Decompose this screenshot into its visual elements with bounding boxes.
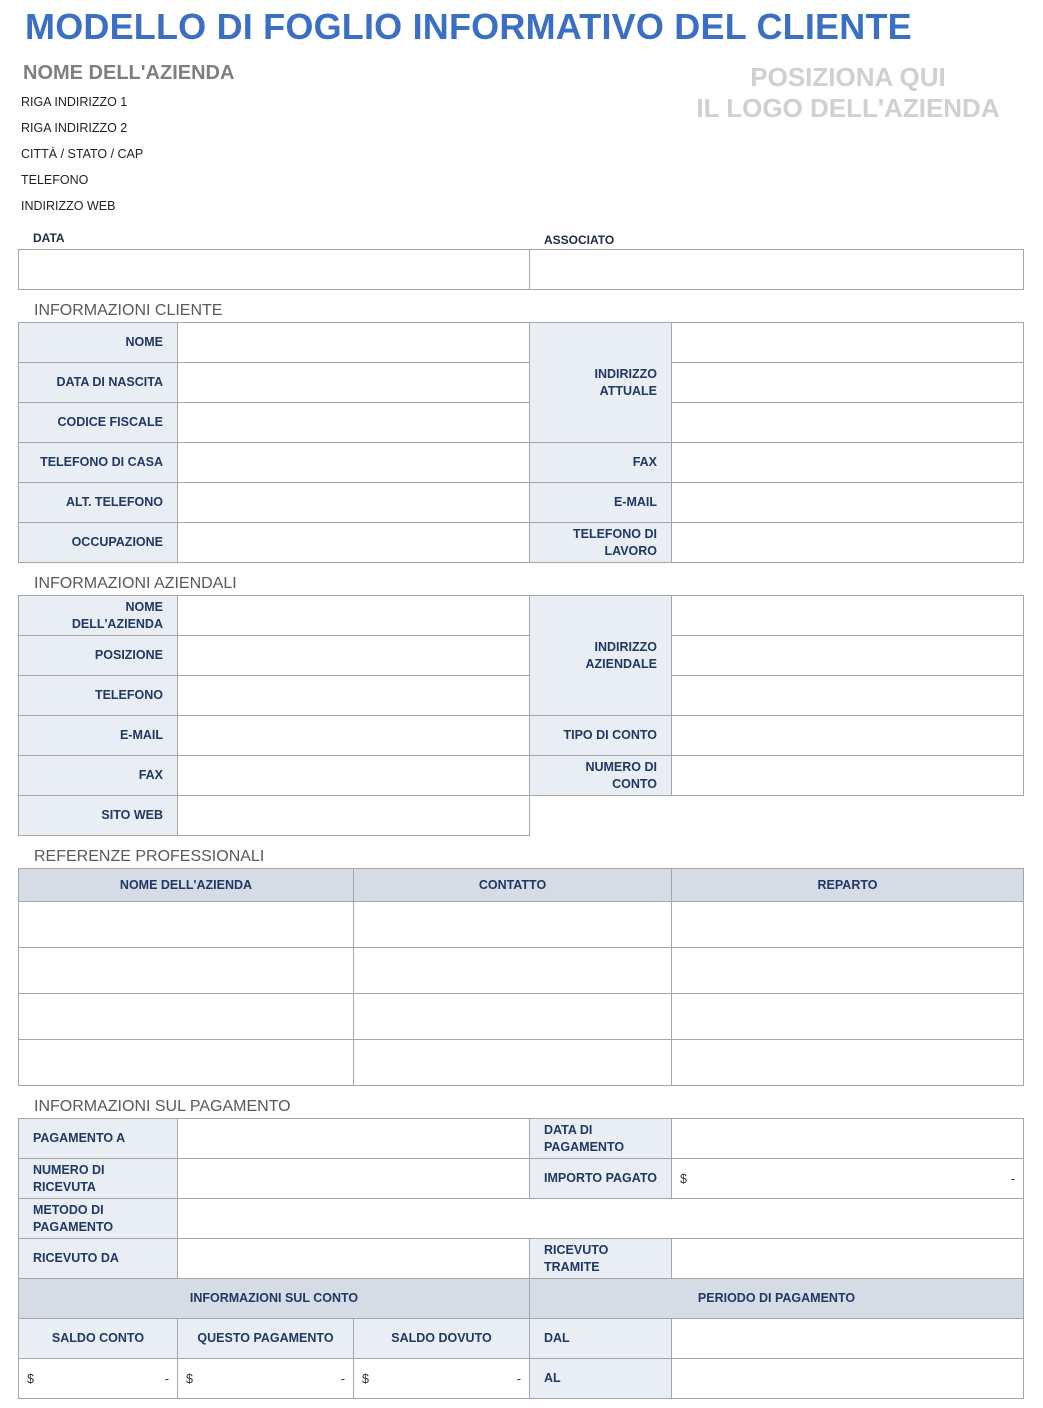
city-state-zip: CITTÀ / STATO / CAP	[21, 147, 144, 161]
business-phone-field[interactable]	[177, 675, 530, 716]
account-type-field[interactable]	[671, 715, 1024, 756]
received-via-field[interactable]	[671, 1238, 1024, 1279]
alt-phone-field[interactable]	[177, 482, 530, 523]
tax-code-label: CODICE FISCALE	[18, 402, 178, 443]
home-phone-field[interactable]	[177, 442, 530, 483]
reference-department-cell[interactable]	[671, 993, 1024, 1040]
this-payment-field[interactable]	[177, 1358, 354, 1399]
current-address-field-2[interactable]	[671, 362, 1024, 403]
period-from-label: DAL	[529, 1318, 672, 1359]
period-to-label: AL	[529, 1358, 672, 1399]
company-name: NOME DELL'AZIENDA	[23, 62, 235, 84]
date-label: DATA	[33, 231, 65, 245]
receipt-number-field[interactable]	[177, 1158, 530, 1199]
account-number-label: NUMERO DI CONTO	[529, 755, 672, 796]
received-via-label: RICEVUTO TRAMITE	[529, 1238, 672, 1279]
reference-contact-cell[interactable]	[353, 947, 672, 994]
business-section-title: INFORMAZIONI AZIENDALI	[34, 575, 237, 592]
payment-method-field[interactable]	[177, 1198, 1024, 1239]
company-web: INDIRIZZO WEB	[21, 199, 116, 213]
reference-department-cell[interactable]	[671, 901, 1024, 948]
references-section-title: REFERENZE PROFESSIONALI	[34, 848, 265, 865]
reference-contact-cell[interactable]	[353, 1039, 672, 1086]
client-email-label: E-MAIL	[529, 482, 672, 523]
associate-label: ASSOCIATO	[544, 233, 615, 247]
work-phone-field[interactable]	[671, 522, 1024, 563]
references-header-contact: CONTATTO	[353, 868, 672, 902]
client-email-field[interactable]	[671, 482, 1024, 523]
business-email-field[interactable]	[177, 715, 530, 756]
payment-period-header: PERIODO DI PAGAMENTO	[529, 1278, 1024, 1319]
business-address-field-3[interactable]	[671, 675, 1024, 716]
pay-to-label: PAGAMENTO A	[18, 1118, 178, 1159]
account-balance-header: SALDO CONTO	[18, 1318, 178, 1359]
company-phone: TELEFONO	[21, 173, 89, 187]
payment-method-label: METODO DI PAGAMENTO	[18, 1198, 178, 1239]
business-address-field-2[interactable]	[671, 635, 1024, 676]
business-name-field[interactable]	[177, 595, 530, 636]
alt-phone-label: ALT. TELEFONO	[18, 482, 178, 523]
business-fax-field[interactable]	[177, 755, 530, 796]
reference-department-cell[interactable]	[671, 1039, 1024, 1086]
received-by-field[interactable]	[177, 1238, 530, 1279]
period-from-field[interactable]	[671, 1318, 1024, 1359]
currency-symbol: $	[362, 1371, 369, 1386]
account-number-field[interactable]	[671, 755, 1024, 796]
work-phone-label: TELEFONO DI LAVORO	[529, 522, 672, 563]
logo-line-1: POSIZIONA QUI	[750, 62, 946, 92]
business-fax-label: FAX	[18, 755, 178, 796]
reference-company-cell[interactable]	[18, 947, 354, 994]
period-to-field[interactable]	[671, 1358, 1024, 1399]
references-header-company: NOME DELL'AZIENDA	[18, 868, 354, 902]
receipt-number-label: NUMERO DI RICEVUTA	[18, 1158, 178, 1199]
position-label: POSIZIONE	[18, 635, 178, 676]
occupation-field[interactable]	[177, 522, 530, 563]
website-field[interactable]	[177, 795, 530, 836]
payment-date-label: DATA DI PAGAMENTO	[529, 1118, 672, 1159]
amount-paid-field[interactable]	[671, 1158, 1024, 1199]
reference-contact-cell[interactable]	[353, 901, 672, 948]
reference-contact-cell[interactable]	[353, 993, 672, 1040]
amount-dash: -	[164, 1371, 169, 1386]
reference-company-cell[interactable]	[18, 993, 354, 1040]
tax-code-field[interactable]	[177, 402, 530, 443]
payment-date-field[interactable]	[671, 1118, 1024, 1159]
amount-dash: -	[516, 1371, 521, 1386]
client-fax-label: FAX	[529, 442, 672, 483]
currency-symbol: $	[680, 1171, 687, 1186]
amount-dash: -	[340, 1371, 345, 1386]
business-email-label: E-MAIL	[18, 715, 178, 756]
amount-dash: -	[1010, 1171, 1015, 1186]
reference-company-cell[interactable]	[18, 1039, 354, 1086]
balance-due-header: SALDO DOVUTO	[353, 1318, 530, 1359]
client-name-label: NOME	[18, 322, 178, 363]
reference-department-cell[interactable]	[671, 947, 1024, 994]
business-phone-label: TELEFONO	[18, 675, 178, 716]
payment-section-title: INFORMAZIONI SUL PAGAMENTO	[34, 1098, 291, 1115]
position-field[interactable]	[177, 635, 530, 676]
currency-symbol: $	[186, 1371, 193, 1386]
business-name-label: NOME DELL'AZIENDA	[18, 595, 178, 636]
client-fax-field[interactable]	[671, 442, 1024, 483]
current-address-field-3[interactable]	[671, 402, 1024, 443]
birth-date-field[interactable]	[177, 362, 530, 403]
website-label: SITO WEB	[18, 795, 178, 836]
page-title: MODELLO DI FOGLIO INFORMATIVO DEL CLIENTE	[25, 6, 912, 47]
account-type-label: TIPO DI CONTO	[529, 715, 672, 756]
amount-paid-label: IMPORTO PAGATO	[529, 1158, 672, 1199]
account-info-header: INFORMAZIONI SUL CONTO	[18, 1278, 530, 1319]
reference-company-cell[interactable]	[18, 901, 354, 948]
client-section-title: INFORMAZIONI CLIENTE	[34, 302, 223, 319]
address-line-1: RIGA INDIRIZZO 1	[21, 95, 128, 109]
date-field[interactable]	[18, 249, 530, 290]
client-name-field[interactable]	[177, 322, 530, 363]
received-by-label: RICEVUTO DA	[18, 1238, 178, 1279]
currency-symbol: $	[27, 1371, 34, 1386]
references-header-department: REPARTO	[671, 868, 1024, 902]
this-payment-header: QUESTO PAGAMENTO	[177, 1318, 354, 1359]
occupation-label: OCCUPAZIONE	[18, 522, 178, 563]
home-phone-label: TELEFONO DI CASA	[18, 442, 178, 483]
birth-date-label: DATA DI NASCITA	[18, 362, 178, 403]
current-address-label: INDIRIZZO ATTUALE	[529, 322, 672, 443]
associate-field[interactable]	[529, 249, 1024, 290]
balance-due-field[interactable]	[353, 1358, 530, 1399]
pay-to-field[interactable]	[177, 1118, 530, 1159]
business-address-label: INDIRIZZO AZIENDALE	[529, 595, 672, 716]
address-line-2: RIGA INDIRIZZO 2	[21, 121, 128, 135]
logo-line-2: IL LOGO DELL'AZIENDA	[696, 93, 1000, 123]
logo-placeholder	[690, 62, 1006, 124]
account-balance-field[interactable]	[18, 1358, 178, 1399]
business-address-field-1[interactable]	[671, 595, 1024, 636]
current-address-field-1[interactable]	[671, 322, 1024, 363]
